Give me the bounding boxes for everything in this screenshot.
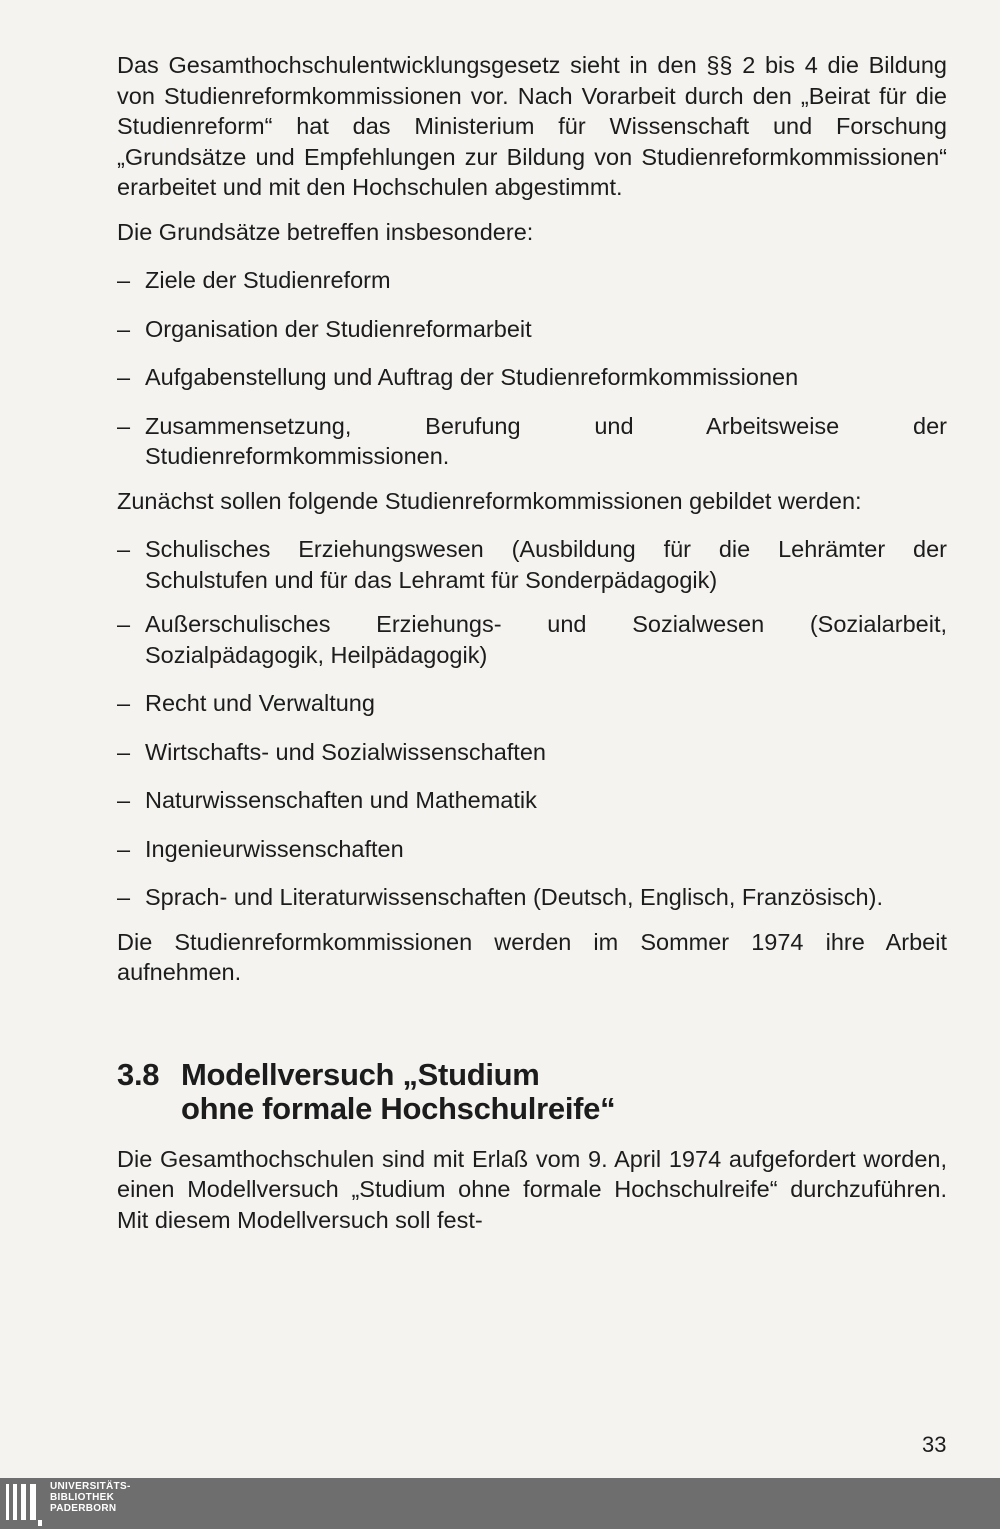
list-item: – Sprach- und Literaturwissenschaften (Deutsch, Englisch, Französisch).: [117, 884, 883, 910]
list-item: – Aufgabenstellung und Auftrag der Studienreformkommissionen: [117, 364, 799, 390]
text-column: [117, 50, 947, 1235]
intro-paragraph: Das Gesamthochschulentwicklungsgesetz sieht in den §§ 2 bis 4 die Bildung von Studienreformkommissionen vor. Nach Vorarbeit durch den „Beirat für die Studienreform“ hat das Ministerium für Wissenschaft und Forschung „Grundsätze und Empfehlungen zur Bildung von Studienreformkommissionen“ erarbeitet und mit den Hochschulen abgestimmt.: [117, 52, 947, 200]
principles-list: [117, 265, 947, 472]
principles-lead: Die Grundsätze betreffen insbesondere:: [117, 218, 534, 245]
library-logo-text: UNIVERSITÄTS- BIBLIOTHEK PADERBORN: [50, 1481, 131, 1514]
list-item: – Ingenieurwissenschaften: [117, 835, 404, 862]
summer-paragraph: Die Studienreformkommissionen werden im Sommer 1974 ihre Arbeit aufnehmen.: [117, 928, 947, 985]
list-item: – Zusammensetzung, Berufung und Arbeitsweise der Studienreformkommissionen.: [117, 412, 947, 469]
section-body-paragraph: Die Gesamthochschulen sind mit Erlaß vom 9. April 1974 aufgefordert worden, einen Modellversuch „Studium ohne formale Hochschulreife“ durchzuführen. Mit diesem Modellversuch soll fest-: [117, 1145, 947, 1233]
section-heading: [117, 1058, 947, 1126]
commissions-lead: Zunächst sollen folgende Studienreformkommissionen gebildet werden:: [117, 487, 862, 514]
section-title-line2: ohne formale Hochschulreife“: [181, 1090, 616, 1126]
section-number: 3.8: [117, 1056, 160, 1092]
list-item: – Recht und Verwaltung: [117, 690, 375, 716]
list-item: – Organisation der Studienreformarbeit: [117, 315, 532, 342]
list-item: – Außerschulisches Erziehungs- und Sozialwesen (Sozialarbeit, Sozialpädagogik, Heilpädagogik): [117, 611, 947, 668]
commissions-list: [117, 534, 947, 913]
page-number: 33: [922, 1432, 947, 1457]
section-title-line1: Modellversuch „Studium: [181, 1056, 540, 1092]
list-item: – Wirtschafts- und Sozialwissenschaften: [117, 738, 546, 765]
list-item: – Naturwissenschaften und Mathematik: [117, 787, 537, 813]
list-item: – Ziele der Studienreform: [117, 267, 391, 293]
list-item: – Schulisches Erziehungswesen (Ausbildung für die Lehrämter der Schulstufen und für das Lehramt für Sonderpädagogik): [117, 536, 947, 593]
